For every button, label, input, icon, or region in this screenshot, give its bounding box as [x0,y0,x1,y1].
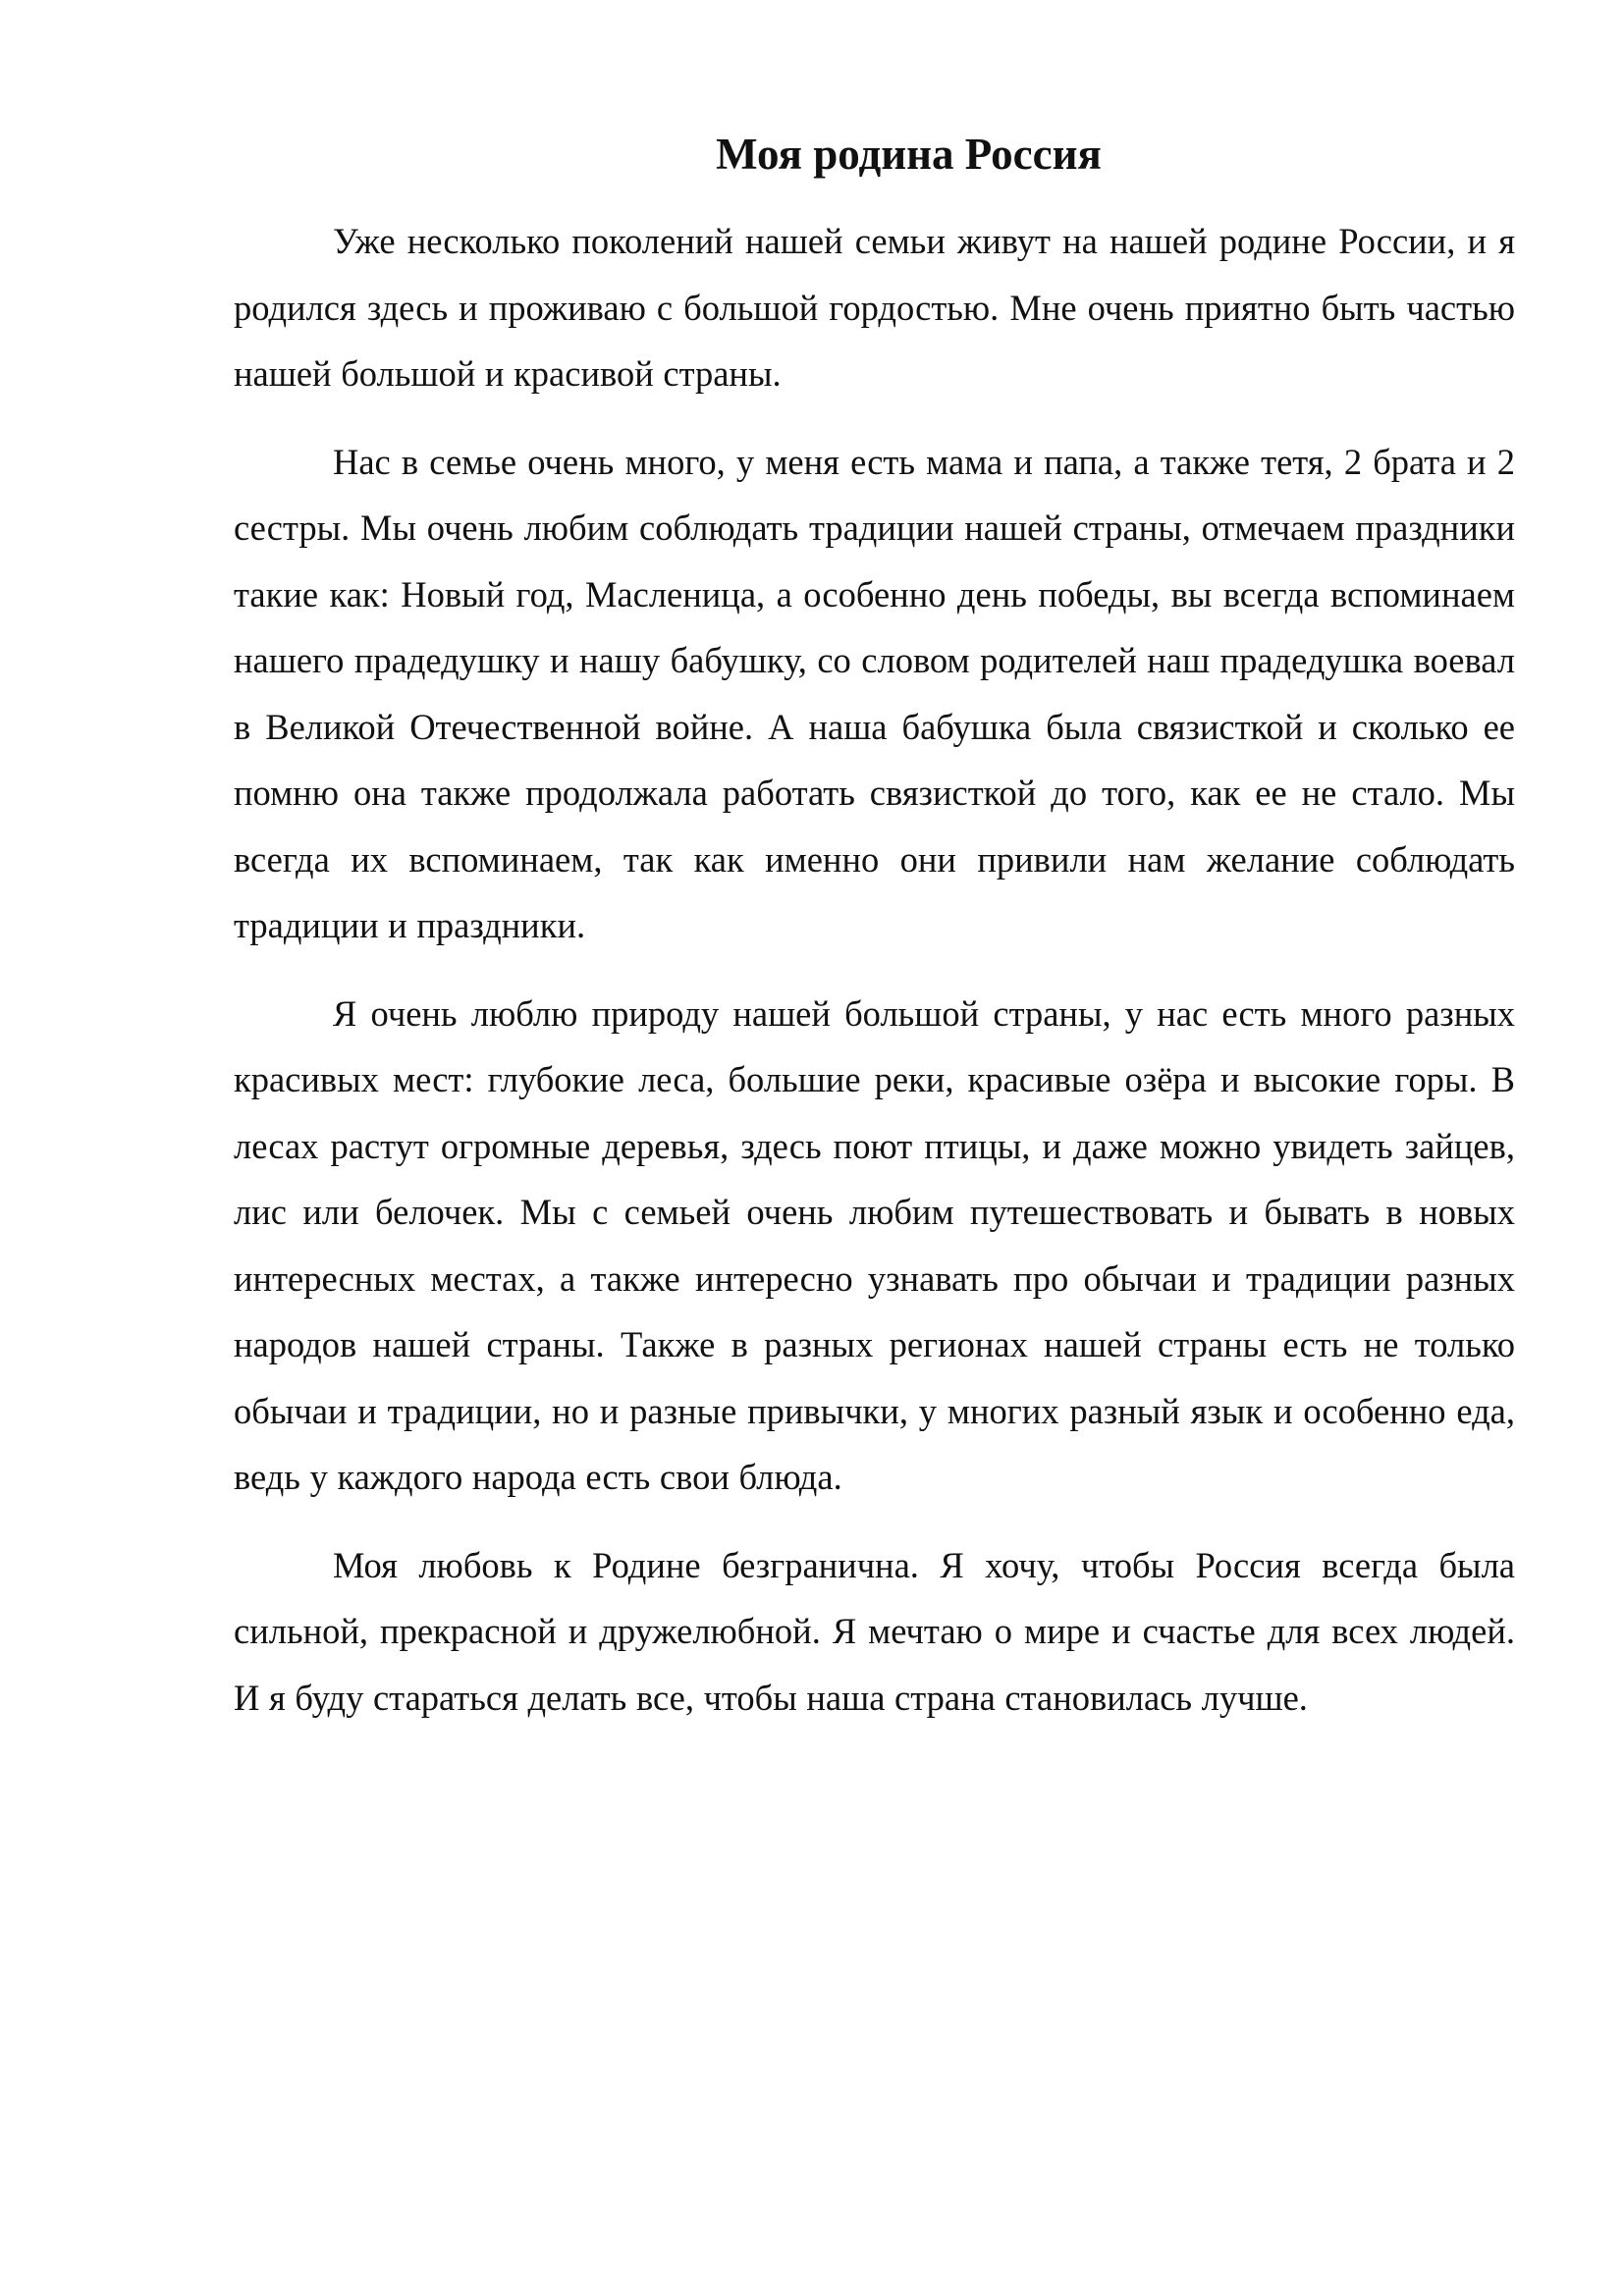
paragraph-1: Уже несколько поколений нашей семьи живут на нашей родине России, и я родился здесь и проживаю с большой гордостью. Мне очень приятно быть частью нашей большой и красивой страны. [234,221,1515,394]
paragraph-3: Я очень люблю природу нашей большой страны, у нас есть много разных красивых мест: глубокие леса, большие реки, красивые озёра и высокие горы. В лесах растут огромные деревья, здесь поют птицы, и даже можно увидеть зайцев, лис или белочек. Мы с семьей очень любим путешествовать и бывать в новых интересных местах, а также интересно узнавать про обычаи и традиции разных народов нашей страны. Также в разных регионах нашей страны есть не только обычаи и традиции, но и разные привычки, у многих разный язык и особенно еда, ведь у каждого народа есть свои блюда. [234,992,1515,1497]
paragraph-2: Нас в семье очень много, у меня есть мама и папа, а также тетя, 2 брата и 2 сестры. Мы очень любим соблюдать традиции нашей страны, отмечаем праздники такие как: Новый год, Масленица, а особенно день победы, вы всегда вспоминаем нашего прадедушку и нашу бабушку, со словом родителей наш прадедушка воевал в Великой Отечественной войне. А наша бабушка была связисткой и сколько ее помню она также продолжала работать связисткой до того, как ее не стало. Мы всегда их вспоминаем, так как именно они привили нам желание соблюдать традиции и праздники. [234,441,1515,945]
document-title: Моя родина Россия [716,130,1102,179]
paragraph-4: Моя любовь к Родине безгранична. Я хочу, чтобы Россия всегда была сильной, прекрасной и дружелюбной. Я мечтаю о мире и счастье для всех людей. И я буду стараться делать все, чтобы наша страна становилась лучше. [234,1544,1515,1718]
document-body [234,128,1515,1752]
